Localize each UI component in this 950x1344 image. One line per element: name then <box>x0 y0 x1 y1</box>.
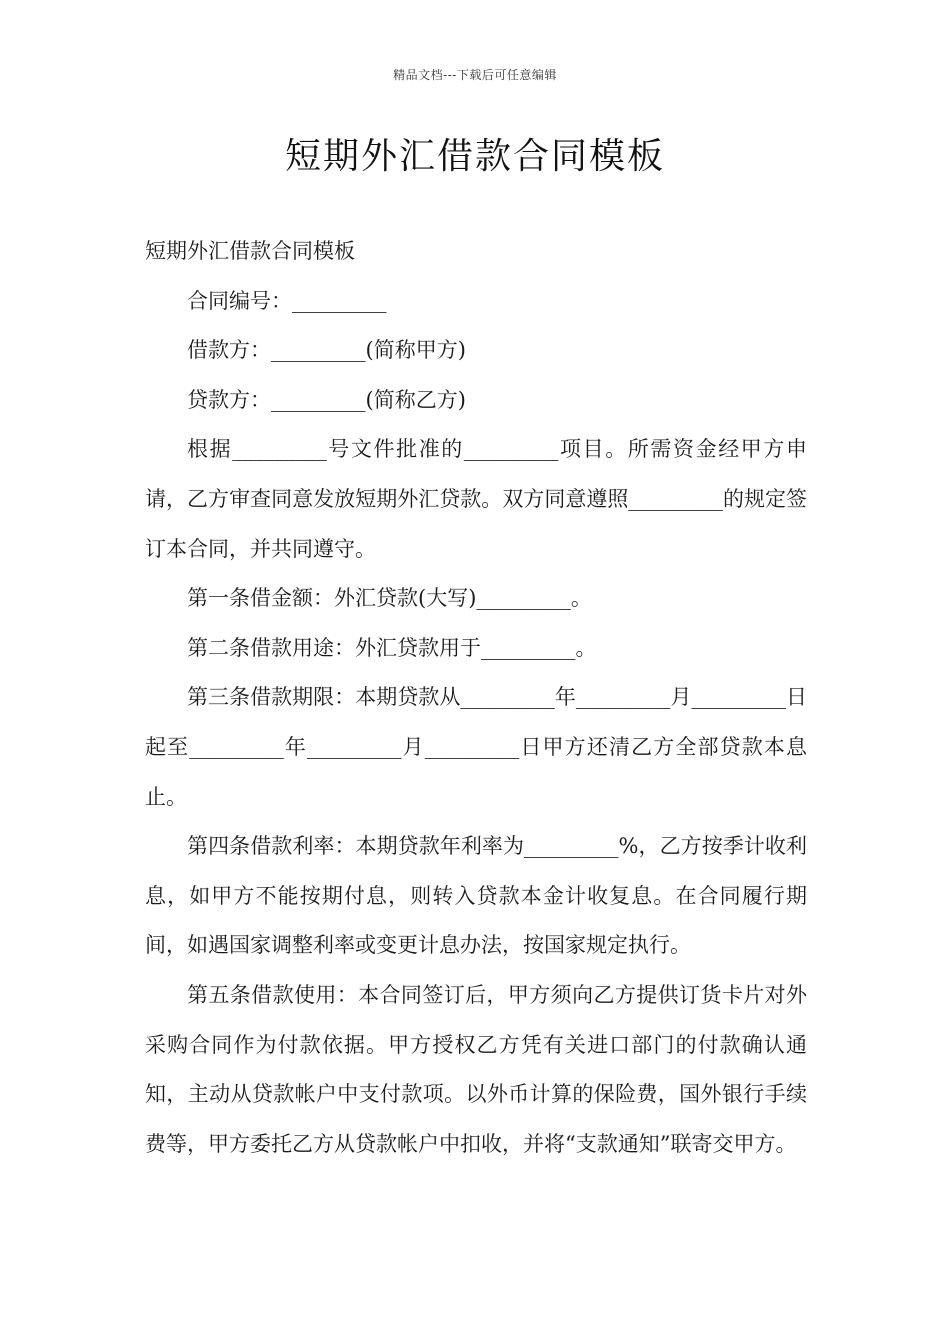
borrower-paragraph: 借款方：_________(简称甲方) <box>187 338 466 363</box>
article-4-paragraph: 第四条借款利率：本期贷款年利率为_________%，乙方按季计收利息，如甲方不能按期付息，则转入贷款本金计收复息。在合同履行期间，如遇国家调整利率或变更计息办法，按国家规定执行。 <box>145 834 807 958</box>
document-title: 短期外汇借款合同模板 <box>284 136 665 177</box>
header-note: 精品文档---下载后可任意编辑 <box>393 68 557 82</box>
lender-paragraph: 贷款方：_________(简称乙方) <box>187 387 466 412</box>
document-body <box>145 227 807 1169</box>
article-2-paragraph: 第二条借款用途：外汇贷款用于_________。 <box>187 635 597 660</box>
article-1-paragraph: 第一条借金额：外汇贷款(大写)_________。 <box>187 586 592 611</box>
article-5-paragraph: 第五条借款使用：本合同签订后，甲方须向乙方提供订货卡片对外采购合同作为付款依据。甲方授权乙方凭有关进口部门的付款确认通知，主动从贷款帐户中支付款项。以外币计算的保险费，国外银行手续费等，甲方委托乙方从贷款帐户中扣收，并将“支款通知”联寄交甲方。 <box>145 982 807 1156</box>
preamble-paragraph: 根据_________号文件批准的_________项目。所需资金经甲方申请，乙方审查同意发放短期外汇贷款。双方同意遵照_________的规定签订本合同，并共同遵守。 <box>145 437 807 561</box>
subtitle-paragraph: 短期外汇借款合同模板 <box>145 239 355 263</box>
contract-number-paragraph: 合同编号：_________ <box>187 288 387 313</box>
article-3-paragraph: 第三条借款期限：本期贷款从_________年_________月_________日起至_________年_________月_________日甲方还清乙方全部贷款本息止。 <box>145 685 807 809</box>
